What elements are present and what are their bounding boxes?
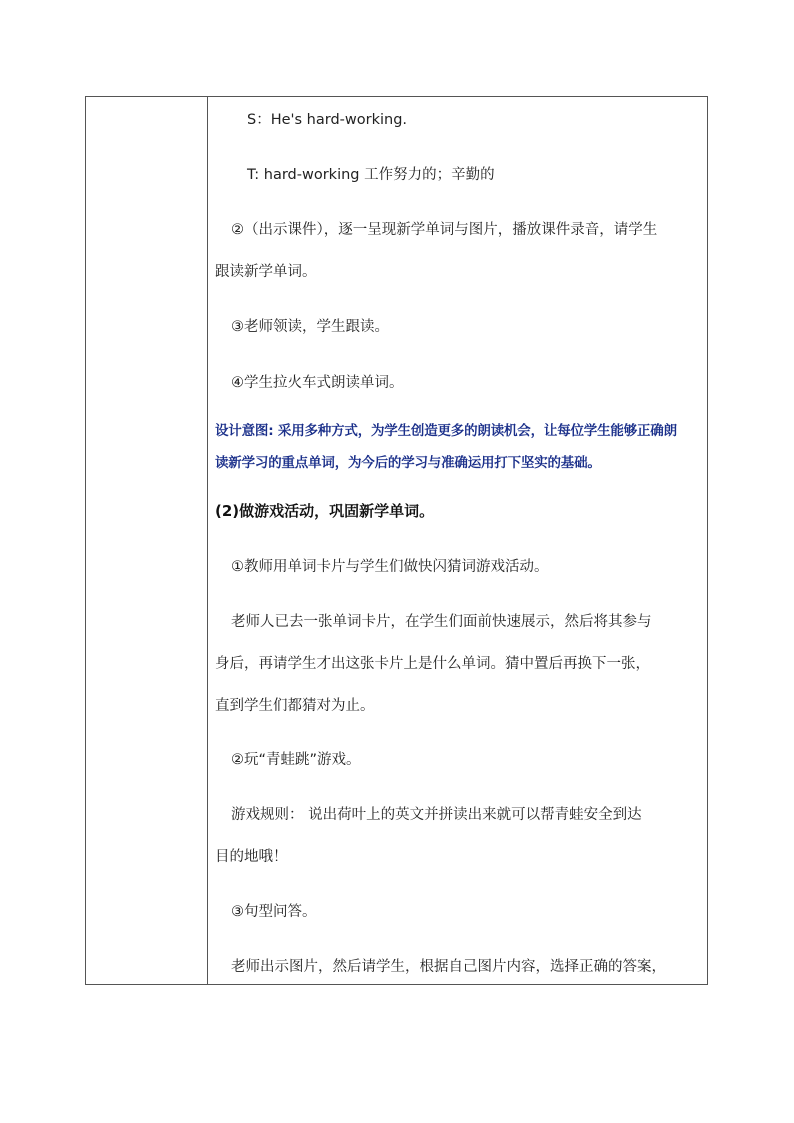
game-1-title: ①教师用单词卡片与学生们做快闪猜词游戏活动。: [231, 559, 549, 575]
game-1-line-2: 身后，再请学生才出这张卡片上是什么单词。猜中置后再换下一张，: [215, 656, 650, 672]
game-3-title: ③句型问答。: [231, 904, 317, 920]
game-3-line-1: 老师出示图片，然后请学生，根据自己图片内容，选择正确的答案，: [231, 959, 666, 975]
lesson-plan-table: [85, 96, 708, 985]
game-2-line-2: 目的地哦！: [215, 849, 288, 865]
step-4-line: ④学生拉火车式朗读单词。: [231, 375, 404, 391]
game-1-line-1: 老师人已去一张单词卡片，在学生们面前快速展示，然后将其参与: [231, 614, 652, 630]
design-intent-line-2: 读新学习的重点单词，为今后的学习与准确运用打下坚实的基础。: [215, 455, 601, 471]
step-2-line-1: ②（出示课件），逐一呈现新学单词与图片，播放课件录音，请学生: [231, 222, 658, 238]
teacher-explain-line: T: hard-working 工作努力的；辛勤的: [247, 167, 495, 183]
student-answer-line: S：He's hard-working.: [247, 112, 408, 128]
game-1-line-3: 直到学生们都猜对为止。: [215, 698, 375, 714]
table-left-cell: [86, 97, 208, 984]
game-2-title: ②玩“青蛙跳”游戏。: [231, 752, 361, 768]
design-intent-line-1: 设计意图: 采用多种方式，为学生创造更多的朗读机会，让每位学生能够正确朗: [215, 423, 677, 439]
step-3-line: ③老师领读，学生跟读。: [231, 319, 389, 335]
section-2-title: (2)做游戏活动，巩固新学单词。: [215, 502, 435, 520]
game-2-line-1: 游戏规则： 说出荷叶上的英文并拼读出来就可以帮青蛙安全到达: [231, 807, 642, 823]
step-2-line-2: 跟读新学单词。: [215, 264, 317, 280]
table-content-cell: [208, 97, 707, 984]
